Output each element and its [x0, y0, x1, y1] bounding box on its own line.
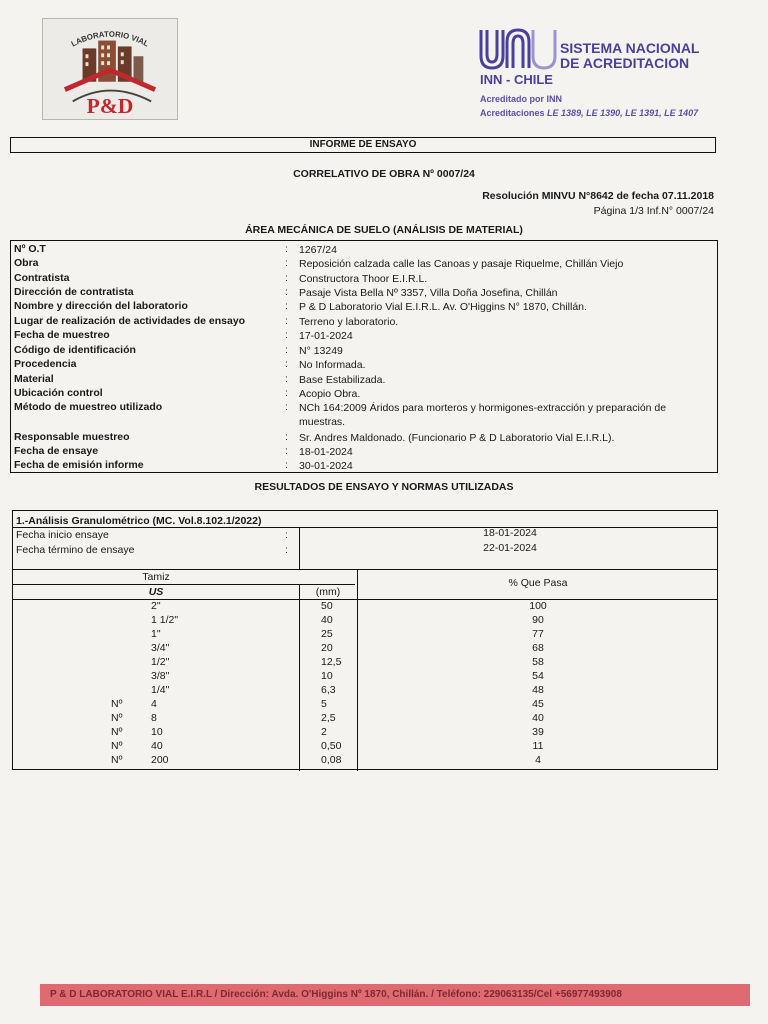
info-value: Pasaje Vista Bella Nº 3357, Villa Doña Josefina, Chillán — [299, 287, 558, 299]
info-value: 1267/24 — [299, 244, 337, 256]
info-row: Nombre y dirección del laboratorio : P & D Laboratorio Vial E.I.R.L. Av. O'Higgins N° 1870, Chillán. — [11, 300, 717, 314]
accreditations-codes: LE 1389, LE 1390, LE 1391, LE 1407 — [547, 108, 699, 118]
us-header: US — [148, 586, 164, 598]
granulometry-title: 1.-Análisis Granulométrico (MC. Vol.8.102.1/2022) — [16, 515, 262, 527]
sieve-mm: 25 — [321, 628, 333, 640]
sieve-us: 1/2" — [151, 656, 170, 668]
sieve-prefix: Nº — [111, 754, 123, 766]
info-value: P & D Laboratorio Vial E.I.R.L. Av. O'Higgins N° 1870, Chillán. — [299, 301, 587, 313]
info-label: Fecha de muestreo — [14, 329, 110, 341]
info-label: Dirección de contratista — [14, 286, 134, 298]
buildings-logo-icon — [43, 19, 177, 119]
sieve-mm: 12,5 — [321, 656, 342, 668]
info-label: Nombre y dirección del laboratorio — [14, 300, 188, 312]
end-date-value: 22-01-2024 — [483, 542, 537, 554]
info-label: Método de muestreo utilizado — [14, 401, 163, 413]
sieve-pasa: 68 — [532, 642, 544, 654]
sieve-mm: 0,08 — [321, 754, 342, 766]
sieve-us: 200 — [151, 754, 169, 766]
sieve-mm: 50 — [321, 600, 333, 612]
info-value: Base Estabilizada. — [299, 374, 386, 386]
sieve-us: 3/8" — [151, 670, 170, 682]
footer-bar: P & D LABORATORIO VIAL E.I.R.L / Dirección: Avda. O'Higgins Nº 1870, Chillán. / Teléfono: 229063135/Cel +56977493908 — [40, 984, 750, 1006]
inn-system-title: SISTEMA NACIONAL DE ACREDITACION — [560, 40, 700, 71]
inn-mark-icon — [478, 28, 558, 72]
page-number: Página 1/3 Inf.N° 0007/24 — [593, 205, 714, 217]
sieve-mm: 2,5 — [321, 712, 336, 724]
sieve-pasa: 45 — [532, 698, 544, 710]
info-value: Constructora Thoor E.I.R.L. — [299, 273, 428, 285]
correlativo-obra: CORRELATIVO DE OBRA Nº 0007/24 — [293, 168, 475, 180]
sieve-prefix: Nº — [111, 698, 123, 710]
info-value: NCh 164:2009 Áridos para morteros y hormigones-extracción y preparación de muestras. — [299, 402, 667, 428]
sieve-mm: 10 — [321, 670, 333, 682]
report-title: INFORME DE ENSAYO — [10, 137, 716, 153]
info-label: Ubicación control — [14, 387, 103, 399]
info-value: Reposición calzada calle las Canoas y pasaje Riquelme, Chillán Viejo — [299, 258, 624, 270]
sieve-us: 1" — [151, 628, 161, 640]
tamiz-header: Tamiz — [142, 571, 170, 583]
sieve-pasa: 100 — [529, 600, 547, 612]
sieve-mm: 0,50 — [321, 740, 342, 752]
start-date-value: 18-01-2024 — [483, 527, 537, 539]
resolucion-minvu: Resolución MINVU N°8642 de fecha 07.11.2018 — [482, 190, 714, 202]
info-label: Fecha de ensaye — [14, 445, 99, 457]
info-row: Método de muestreo utilizado : NCh 164:2009 Áridos para morteros y hormigones-extracción y preparación de muestras. — [11, 401, 717, 429]
info-row: Nº O.T : 1267/24 — [11, 243, 717, 257]
info-label: Fecha de emisión informe — [14, 459, 144, 471]
sieve-pasa: 90 — [532, 614, 544, 626]
info-value: 17-01-2024 — [299, 330, 353, 342]
granulometry-table: 1.-Análisis Granulométrico (MC. Vol.8.102.1/2022) Fecha inicio ensaye : 18-01-2024 Fecha término de ensaye : 22-01-2024 Tamiz % Que Pasa US (mm) 2" 50 100 1 1/2" 40 90 1" 25 77 3/4" 20 68 1/2" 12,5 58 3/8" 10 54 1/4" 6,3 48 Nº 4 5 45 Nº 8 2,5 40 Nº 10 2 39 Nº 40 0,50 11 Nº 200 0,08 4 — [12, 510, 718, 770]
sieve-pasa: 11 — [532, 740, 544, 752]
info-row: Código de identificación : N° 13249 — [11, 344, 717, 358]
sieve-pasa: 40 — [532, 712, 544, 724]
info-row: Lugar de realización de actividades de ensayo : Terreno y laboratorio. — [11, 315, 717, 329]
laboratorio-vial-logo — [42, 18, 178, 120]
accreditations-line — [480, 108, 698, 118]
results-title: RESULTADOS DE ENSAYO Y NORMAS UTILIZADAS — [254, 481, 514, 493]
sieve-pasa: 48 — [532, 684, 544, 696]
sieve-pasa: 58 — [532, 656, 544, 668]
pasa-header: % Que Pasa — [508, 577, 568, 589]
info-row: Fecha de ensaye : 18-01-2024 — [11, 445, 717, 459]
info-label: Contratista — [14, 272, 70, 284]
sieve-mm: 20 — [321, 642, 333, 654]
info-row: Dirección de contratista : Pasaje Vista Bella Nº 3357, Villa Doña Josefina, Chillán — [11, 286, 717, 300]
sieve-mm: 5 — [321, 698, 327, 710]
info-value: Sr. Andres Maldonado. (Funcionario P & D Laboratorio Vial E.I.R.L). — [299, 432, 615, 444]
info-label: Responsable muestreo — [14, 431, 130, 443]
sieve-prefix: Nº — [111, 726, 123, 738]
info-row: Procedencia : No Informada. — [11, 358, 717, 372]
sieve-prefix: Nº — [111, 740, 123, 752]
sieve-pasa: 77 — [532, 628, 544, 640]
sieve-us: 40 — [151, 740, 163, 752]
info-value: N° 13249 — [299, 345, 343, 357]
inn-chile-label: INN - CHILE — [480, 72, 553, 87]
sieve-us: 3/4" — [151, 642, 170, 654]
logo-arc-text: LABORATORIO VIAL — [69, 29, 151, 49]
sieve-mm: 2 — [321, 726, 327, 738]
sample-info-box — [10, 240, 718, 473]
info-value: Terreno y laboratorio. — [299, 316, 399, 328]
area-title: ÁREA MECÁNICA DE SUELO (ANÁLISIS DE MATERIAL) — [245, 224, 523, 236]
info-value: No Informada. — [299, 359, 366, 371]
info-row: Responsable muestreo : Sr. Andres Maldonado. (Funcionario P & D Laboratorio Vial E.I.R.L). — [11, 431, 717, 445]
info-label: Código de identificación — [14, 344, 136, 356]
info-value: Acopio Obra. — [299, 388, 361, 400]
info-label: Procedencia — [14, 358, 77, 370]
info-label: Material — [14, 373, 54, 385]
start-date-label: Fecha inicio ensaye — [16, 529, 109, 541]
accreditations-label: Acreditaciones — [480, 108, 545, 118]
info-label: Lugar de realización de actividades de ensayo — [14, 315, 246, 327]
sieve-pasa: 4 — [535, 754, 541, 766]
mm-header: (mm) — [315, 586, 341, 598]
info-value: 30-01-2024 — [299, 460, 353, 472]
sieve-us: 8 — [151, 712, 157, 724]
sieve-mm: 6,3 — [321, 684, 336, 696]
sieve-pasa: 39 — [532, 726, 544, 738]
info-label: Nº O.T — [14, 243, 46, 255]
info-label: Obra — [14, 257, 39, 269]
logo-initials: P&D — [86, 94, 134, 119]
sieve-pasa: 54 — [532, 670, 544, 682]
sieve-us: 1 1/2" — [151, 614, 179, 626]
inn-chile-logo — [478, 28, 728, 123]
end-date-label: Fecha término de ensaye — [16, 544, 135, 556]
sieve-us: 2" — [151, 600, 161, 612]
sieve-us: 10 — [151, 726, 163, 738]
sieve-mm: 40 — [321, 614, 333, 626]
sieve-prefix: Nº — [111, 712, 123, 724]
info-value: 18-01-2024 — [299, 446, 353, 458]
info-row: Ubicación control : Acopio Obra. — [11, 387, 717, 401]
accredited-by-label: Acreditado por INN — [480, 94, 563, 104]
info-row: Material : Base Estabilizada. — [11, 373, 717, 387]
info-row: Obra : Reposición calzada calle las Canoas y pasaje Riquelme, Chillán Viejo — [11, 257, 717, 271]
info-row: Fecha de emisión informe : 30-01-2024 — [11, 459, 717, 473]
sieve-us: 1/4" — [151, 684, 170, 696]
info-row: Fecha de muestreo : 17-01-2024 — [11, 329, 717, 343]
info-row: Contratista : Constructora Thoor E.I.R.L. — [11, 272, 717, 286]
sieve-us: 4 — [151, 698, 157, 710]
